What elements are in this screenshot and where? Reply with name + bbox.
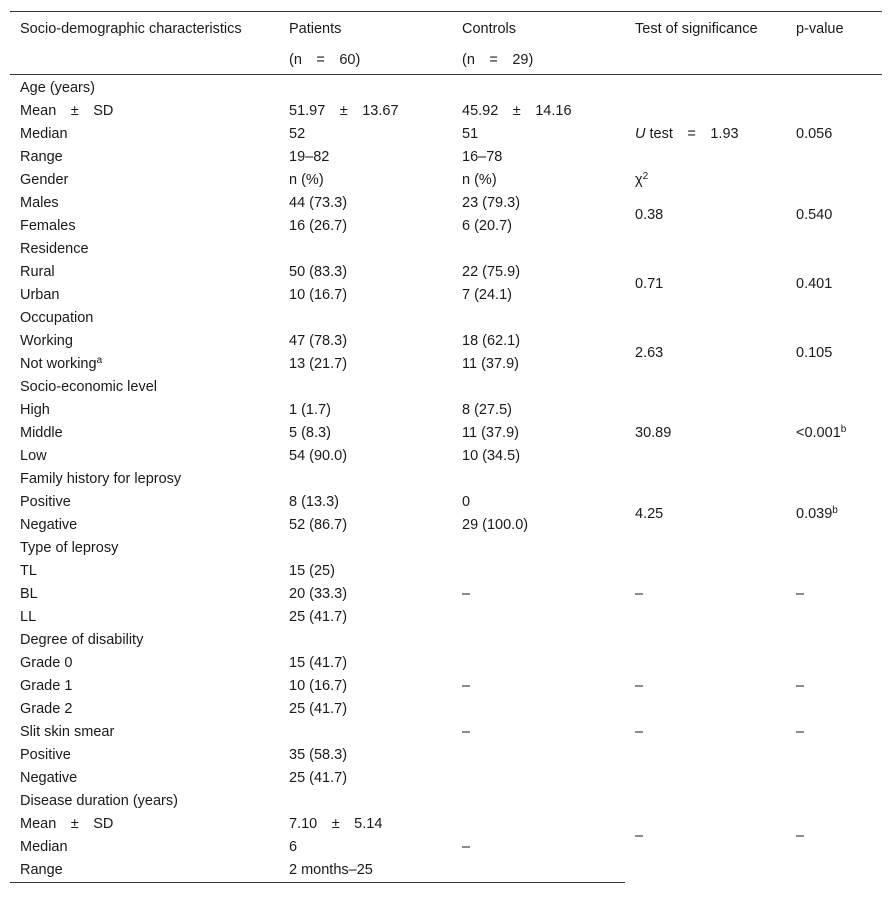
cell-empty: [786, 238, 882, 261]
cell-empty: [786, 744, 882, 767]
cell-controls-text: 7 (24.1): [462, 287, 512, 303]
cell-characteristic: [10, 307, 279, 330]
cell-controls: [452, 422, 625, 445]
cell-characteristic: [10, 629, 279, 652]
table-row: [10, 767, 882, 790]
cell-empty: [786, 307, 882, 330]
table-row: [10, 468, 882, 491]
cell-test: [625, 721, 786, 744]
cell-patients: [279, 100, 452, 123]
cell-patients-text: 10 (16.7): [289, 287, 348, 303]
cell-empty: [625, 307, 786, 330]
cell-characteristic: [10, 100, 279, 123]
cell-empty: [625, 767, 786, 790]
cell-controls: [452, 376, 625, 399]
cell-controls: [452, 284, 625, 307]
cell-controls: [452, 744, 625, 767]
p-value-text: 0.401: [796, 275, 833, 292]
cell-patients: [279, 583, 452, 606]
table-row: [10, 629, 882, 652]
p-value-text: –: [796, 724, 805, 740]
cell-controls: [452, 261, 625, 284]
cell-controls-text: 11 (37.9): [462, 425, 519, 441]
cell-characteristic: [10, 491, 279, 514]
cell-controls: [452, 721, 625, 744]
cell-patients-text: 15 (41.7): [289, 655, 348, 671]
cell-controls: [452, 514, 625, 537]
cell-patients-text: 47 (78.3): [289, 333, 348, 349]
cell-patients-text: 44 (73.3): [289, 195, 348, 211]
cell-characteristic-text: TL: [20, 563, 37, 579]
cell-characteristic: [10, 560, 279, 583]
cell-empty: [625, 468, 786, 491]
cell-controls: [452, 675, 625, 698]
cell-characteristic-text: Grade 2: [20, 701, 73, 717]
header-blank: [625, 45, 786, 75]
p-value-text: 0.105: [796, 344, 833, 361]
cell-controls-text: 16–78: [462, 149, 503, 165]
footnote-marker: a: [96, 355, 103, 366]
cell-controls: [452, 583, 625, 606]
p-value-text: –: [796, 678, 805, 694]
cell-p-value: [786, 100, 882, 169]
cell-characteristic: [10, 652, 279, 675]
cell-characteristic: [10, 75, 279, 101]
cell-patients-text: 5 (8.3): [289, 425, 331, 441]
cell-characteristic-text: Mean ± SD: [20, 816, 114, 832]
cell-characteristic: [10, 445, 279, 468]
cell-controls: [452, 491, 625, 514]
cell-patients: [279, 123, 452, 146]
cell-characteristic: [10, 468, 279, 491]
cell-characteristic-text: Middle: [20, 425, 63, 441]
cell-patients-text: 2 months–25: [289, 862, 373, 878]
cell-test: [625, 169, 786, 192]
cell-empty: [786, 629, 882, 652]
cell-controls: [452, 767, 625, 790]
cell-characteristic: [10, 813, 279, 836]
cell-controls-text: 10 (34.5): [462, 448, 521, 464]
cell-characteristic-text: Males: [20, 195, 59, 211]
cell-test: [625, 100, 786, 169]
table-row: [10, 192, 882, 215]
cell-empty: [786, 75, 882, 101]
cell-patients: [279, 629, 452, 652]
cell-characteristic-text: Degree of disability: [20, 632, 144, 648]
cell-patients-text: 52 (86.7): [289, 517, 348, 533]
cell-patients: [279, 721, 452, 744]
cell-controls: [452, 100, 625, 123]
cell-characteristic-text: Grade 0: [20, 655, 73, 671]
table-row: [10, 169, 882, 192]
cell-patients: [279, 836, 452, 859]
cell-patients-text: 1 (1.7): [289, 402, 331, 418]
cell-patients: [279, 353, 452, 376]
cell-characteristic: [10, 353, 279, 376]
cell-patients: [279, 744, 452, 767]
cell-characteristic: [10, 675, 279, 698]
p-value-text: 0.056: [796, 126, 833, 142]
cell-characteristic: [10, 698, 279, 721]
cell-characteristic-text: Age (years): [20, 80, 95, 96]
cell-patients-text: 8 (13.3): [289, 494, 339, 510]
header-patients: Patients: [279, 12, 452, 46]
cell-characteristic-text: Median: [20, 839, 68, 855]
test-value: 4.25: [635, 505, 664, 522]
cell-patients: [279, 169, 452, 192]
cell-controls: [452, 75, 625, 101]
cell-characteristic: [10, 215, 279, 238]
p-value-text: 0.540: [796, 206, 833, 223]
cell-controls: [452, 192, 625, 215]
cell-controls: [452, 652, 625, 675]
cell-patients-text: 16 (26.7): [289, 218, 348, 234]
cell-test: [625, 652, 786, 721]
test-value: 30.89: [635, 425, 672, 441]
cell-patients: [279, 330, 452, 353]
table-row: [10, 238, 882, 261]
cell-patients: [279, 560, 452, 583]
cell-characteristic-text: Type of leprosy: [20, 540, 119, 556]
p-value-text: <0.001: [796, 425, 841, 441]
cell-characteristic: [10, 583, 279, 606]
cell-controls: [452, 146, 625, 169]
cell-patients: [279, 261, 452, 284]
cell-controls: [452, 560, 625, 583]
cell-patients: [279, 606, 452, 629]
table-row: [10, 721, 882, 744]
cell-characteristic-text: Urban: [20, 287, 60, 303]
cell-patients-text: 35 (58.3): [289, 747, 348, 763]
test-value: 0.71: [635, 275, 664, 292]
cell-characteristic: [10, 192, 279, 215]
cell-test: [625, 790, 786, 883]
cell-patients: [279, 75, 452, 101]
cell-p-value: [786, 399, 882, 468]
cell-patients: [279, 698, 452, 721]
cell-characteristic-text: Working: [20, 333, 73, 349]
cell-characteristic: [10, 123, 279, 146]
cell-patients: [279, 284, 452, 307]
table-row: [10, 537, 882, 560]
cell-characteristic-text: Rural: [20, 264, 55, 280]
table-row: [10, 491, 882, 514]
cell-patients-text: 19–82: [289, 149, 330, 165]
cell-controls: [452, 215, 625, 238]
cell-controls: [452, 629, 625, 652]
test-value: 0.38: [635, 206, 664, 223]
cell-controls: [452, 399, 625, 422]
cell-empty: [625, 376, 786, 399]
header-blank: [10, 45, 279, 75]
cell-controls-text: 23 (79.3): [462, 195, 521, 211]
demographics-table: [10, 11, 882, 883]
cell-patients: [279, 859, 452, 883]
footnote-marker: b: [832, 504, 838, 516]
cell-controls: [452, 330, 625, 353]
cell-test: [625, 261, 786, 307]
cell-characteristic-text: Range: [20, 149, 63, 165]
table-row: [10, 652, 882, 675]
footnote-marker: b: [840, 424, 847, 435]
cell-patients: [279, 468, 452, 491]
cell-patients: [279, 652, 452, 675]
cell-controls: [452, 445, 625, 468]
cell-characteristic-text: Slit skin smear: [20, 724, 115, 740]
cell-p-value: [786, 491, 882, 537]
cell-controls: [452, 468, 625, 491]
cell-patients-text: 52: [289, 126, 306, 142]
cell-controls-text: –: [462, 724, 471, 740]
cell-characteristic-text: Gender: [20, 172, 69, 188]
cell-patients: [279, 192, 452, 215]
test-value: χ: [635, 172, 643, 188]
p-value-text: 0.039: [796, 505, 833, 522]
cell-empty: [625, 537, 786, 560]
cell-controls-text: –: [462, 678, 471, 694]
cell-characteristic-text: Positive: [20, 747, 71, 763]
cell-patients: [279, 514, 452, 537]
cell-controls-text: 8 (27.5): [462, 402, 512, 418]
cell-p-value: [786, 560, 882, 629]
cell-patients-text: 15 (25): [289, 563, 335, 579]
cell-patients-text: 25 (41.7): [289, 609, 348, 625]
cell-controls-text: –: [462, 839, 471, 855]
cell-test: [625, 491, 786, 537]
cell-patients-text: 13 (21.7): [289, 356, 348, 372]
cell-patients-text: 10 (16.7): [289, 678, 348, 694]
cell-characteristic: [10, 606, 279, 629]
table-header: [10, 12, 882, 75]
cell-patients: [279, 767, 452, 790]
cell-patients: [279, 491, 452, 514]
table-row: [10, 790, 882, 813]
test-value: –: [635, 724, 644, 740]
test-value: –: [635, 827, 644, 844]
header-blank: [786, 45, 882, 75]
cell-characteristic-text: BL: [20, 586, 38, 602]
cell-p-value: [786, 169, 882, 192]
cell-empty: [786, 468, 882, 491]
cell-controls: [452, 836, 625, 859]
cell-characteristic: [10, 744, 279, 767]
cell-characteristic: [10, 859, 279, 883]
cell-characteristic-text: Negative: [20, 770, 78, 786]
cell-empty: [625, 629, 786, 652]
cell-patients: [279, 790, 452, 813]
cell-patients: [279, 445, 452, 468]
cell-characteristic-text: Not working: [20, 356, 97, 372]
cell-characteristic: [10, 514, 279, 537]
cell-patients: [279, 422, 452, 445]
cell-characteristic: [10, 399, 279, 422]
cell-patients-text: 25 (41.7): [289, 701, 348, 717]
cell-characteristic-text: Low: [20, 448, 47, 464]
test-value: –: [635, 586, 644, 602]
cell-characteristic: [10, 537, 279, 560]
cell-characteristic-text: Females: [20, 218, 76, 234]
cell-controls-text: 22 (75.9): [462, 264, 521, 280]
cell-patients-text: 7.10 ± 5.14: [289, 816, 383, 832]
cell-characteristic-text: Range: [20, 862, 63, 878]
cell-controls: [452, 353, 625, 376]
test-value: –: [635, 678, 644, 694]
cell-characteristic: [10, 261, 279, 284]
cell-controls-text: 0: [462, 494, 471, 510]
cell-controls: [452, 859, 625, 883]
cell-patients-text: 50 (83.3): [289, 264, 348, 280]
cell-controls-text: 6 (20.7): [462, 218, 512, 234]
cell-controls: [452, 169, 625, 192]
header-test: Test of significance: [625, 12, 786, 46]
cell-patients: [279, 399, 452, 422]
header-n-controls: (n = 29): [452, 45, 625, 75]
cell-empty: [625, 75, 786, 101]
cell-patients: [279, 307, 452, 330]
cell-empty: [786, 537, 882, 560]
cell-controls: [452, 238, 625, 261]
table-row: [10, 261, 882, 284]
cell-characteristic: [10, 721, 279, 744]
cell-characteristic: [10, 284, 279, 307]
table-row: [10, 100, 882, 123]
cell-controls-text: n (%): [462, 172, 497, 188]
cell-patients-text: 51.97 ± 13.67: [289, 103, 399, 119]
cell-characteristic: [10, 376, 279, 399]
cell-characteristic-text: Disease duration (years): [20, 793, 178, 809]
cell-patients: [279, 537, 452, 560]
cell-controls-text: 11 (37.9): [462, 356, 519, 372]
test-prefix: U: [635, 126, 646, 142]
cell-empty: [625, 238, 786, 261]
header-n-patients: (n = 60): [279, 45, 452, 75]
cell-characteristic: [10, 238, 279, 261]
cell-patients: [279, 376, 452, 399]
cell-controls: [452, 307, 625, 330]
cell-patients-text: n (%): [289, 172, 324, 188]
cell-controls: [452, 537, 625, 560]
table-row: [10, 376, 882, 399]
cell-controls-text: 29 (100.0): [462, 517, 529, 533]
cell-patients: [279, 675, 452, 698]
cell-characteristic: [10, 836, 279, 859]
cell-characteristic: [10, 330, 279, 353]
cell-controls-text: 51: [462, 126, 479, 142]
cell-characteristic-text: Grade 1: [20, 678, 73, 694]
cell-controls: [452, 813, 625, 836]
cell-controls: [452, 123, 625, 146]
cell-controls: [452, 790, 625, 813]
cell-patients-text: 25 (41.7): [289, 770, 348, 786]
cell-characteristic-text: Median: [20, 126, 68, 142]
table-row: [10, 399, 882, 422]
cell-characteristic: [10, 422, 279, 445]
cell-controls-text: 18 (62.1): [462, 333, 521, 349]
cell-patients: [279, 146, 452, 169]
header-controls: Controls: [452, 12, 625, 46]
test-superscript: 2: [642, 171, 649, 182]
cell-patients: [279, 813, 452, 836]
table-row: [10, 330, 882, 353]
cell-p-value: [786, 192, 882, 238]
cell-p-value: [786, 330, 882, 376]
p-value-text: –: [796, 586, 805, 602]
cell-patients-text: 54 (90.0): [289, 448, 348, 464]
cell-characteristic: [10, 790, 279, 813]
table-row: [10, 560, 882, 583]
cell-test: [625, 399, 786, 468]
cell-patients: [279, 238, 452, 261]
cell-controls: [452, 606, 625, 629]
cell-controls: [452, 698, 625, 721]
cell-characteristic-text: Occupation: [20, 310, 94, 326]
cell-characteristic-text: Negative: [20, 517, 78, 533]
cell-empty: [625, 744, 786, 767]
cell-empty: [786, 767, 882, 790]
cell-test: [625, 330, 786, 376]
cell-p-value: [786, 721, 882, 744]
table-body: [10, 75, 882, 883]
table-row: [10, 744, 882, 767]
cell-characteristic: [10, 767, 279, 790]
cell-characteristic-text: Positive: [20, 494, 71, 510]
cell-characteristic-text: Mean ± SD: [20, 103, 114, 119]
cell-characteristic-text: Socio-economic level: [20, 379, 158, 395]
test-value: test = 1.93: [645, 126, 739, 142]
table-row: [10, 75, 882, 101]
p-value-text: –: [796, 827, 805, 844]
cell-test: [625, 192, 786, 238]
cell-characteristic-text: Family history for leprosy: [20, 471, 182, 487]
table-row: [10, 307, 882, 330]
cell-characteristic-text: High: [20, 402, 50, 418]
cell-p-value: [786, 261, 882, 307]
cell-p-value: [786, 790, 882, 883]
cell-characteristic-text: Residence: [20, 241, 89, 257]
cell-patients: [279, 215, 452, 238]
header-p-value: p-value: [786, 12, 882, 46]
cell-empty: [786, 376, 882, 399]
header-characteristics: Socio-demographic characteristics: [10, 12, 279, 46]
cell-controls-text: 45.92 ± 14.16: [462, 103, 572, 119]
test-value: 2.63: [635, 344, 664, 361]
cell-patients-text: 20 (33.3): [289, 586, 348, 602]
cell-controls-text: –: [462, 586, 471, 602]
cell-patients-text: 6: [289, 839, 298, 855]
cell-characteristic: [10, 169, 279, 192]
cell-test: [625, 560, 786, 629]
cell-characteristic: [10, 146, 279, 169]
cell-characteristic-text: LL: [20, 609, 37, 625]
cell-p-value: [786, 652, 882, 721]
